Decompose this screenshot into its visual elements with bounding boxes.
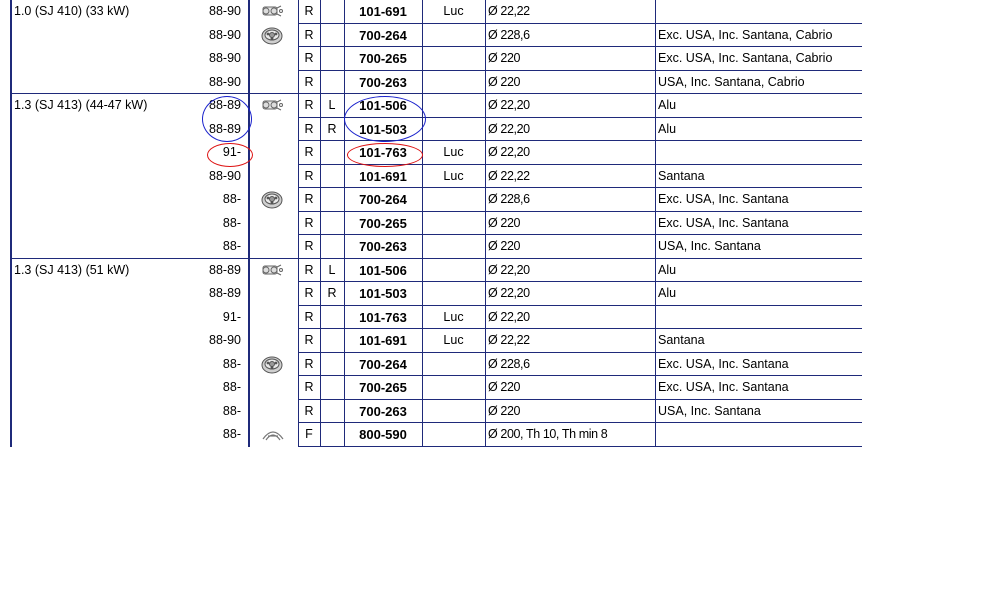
row-divider — [298, 234, 862, 235]
year-range: 88-90 — [209, 333, 241, 347]
manufacturer — [422, 400, 485, 423]
dimension: Ø 22,22 — [488, 333, 530, 347]
brake-cylinder-icon — [260, 2, 284, 25]
application-note: USA, Inc. Santana, Cabrio — [658, 74, 805, 89]
dimension: Ø 22,22 — [488, 168, 530, 183]
part-number[interactable]: 101-503 — [359, 121, 407, 137]
part-number[interactable]: 101-763 — [359, 309, 407, 325]
brake-drum-icon — [260, 26, 284, 51]
column-divider — [655, 0, 656, 447]
application-note: Exc. USA, Inc. Santana — [658, 380, 789, 394]
year-range: 88-90 — [209, 51, 241, 65]
application-note — [655, 423, 865, 446]
brake-drum-icon — [260, 355, 284, 380]
dimension: Ø 22,20 — [488, 145, 530, 159]
dimension: Ø 22,22 — [488, 4, 530, 18]
row-divider — [298, 211, 862, 212]
side-indicator — [320, 165, 344, 188]
dimension: Ø 22,20 — [488, 121, 530, 136]
application-note: Santana — [658, 168, 705, 183]
row-divider — [298, 46, 862, 47]
application-note: Alu — [658, 286, 677, 300]
axle-position: R — [304, 168, 314, 183]
brake-drum-icon — [260, 190, 284, 215]
model-label: 1.0 (SJ 410) (33 kW) — [14, 4, 130, 18]
axle-position: R — [304, 74, 314, 89]
part-number[interactable]: 101-506 — [359, 262, 407, 278]
row-divider — [298, 117, 862, 118]
row-divider — [298, 164, 862, 165]
axle-position: R — [304, 333, 314, 347]
axle-position: R — [304, 262, 314, 277]
part-number[interactable]: 101-503 — [359, 286, 407, 301]
axle-position: R — [304, 239, 314, 253]
dimension: Ø 220 — [488, 215, 521, 230]
side-indicator — [320, 188, 344, 211]
manufacturer — [422, 212, 485, 235]
row-divider — [11, 258, 862, 259]
year-range: 91- — [222, 145, 241, 159]
application-note: Santana — [658, 333, 705, 347]
year-range: 88-89 — [209, 286, 241, 300]
brake-shoe-icon — [260, 425, 286, 448]
row-divider — [298, 140, 862, 141]
row-divider — [298, 328, 862, 329]
column-divider — [10, 0, 12, 447]
manufacturer — [422, 376, 485, 399]
dimension: Ø 200, Th 10, Th min 8 — [488, 427, 608, 441]
part-number[interactable]: 700-265 — [359, 380, 407, 395]
application-note: Exc. USA, Inc. Santana — [658, 215, 789, 230]
row-divider — [298, 70, 862, 71]
side-indicator — [320, 376, 344, 399]
dimension: Ø 22,20 — [488, 286, 530, 300]
dimension: Ø 220 — [488, 74, 521, 89]
manufacturer: Luc — [443, 333, 464, 347]
manufacturer — [422, 282, 485, 305]
axle-position: R — [304, 403, 314, 418]
axle-position: R — [304, 4, 314, 18]
application-note: USA, Inc. Santana — [658, 403, 761, 418]
year-range: 88-90 — [209, 27, 241, 42]
manufacturer — [422, 71, 485, 94]
year-range: 88- — [222, 239, 241, 253]
year-range: 88-89 — [209, 98, 241, 112]
axle-position: R — [304, 356, 314, 371]
part-number[interactable]: 700-264 — [359, 27, 407, 43]
year-range: 91- — [222, 309, 241, 324]
manufacturer — [422, 353, 485, 376]
model-label: 1.3 (SJ 413) (51 kW) — [14, 262, 130, 277]
side-indicator: R — [327, 286, 337, 300]
column-divider — [298, 0, 299, 447]
application-note — [655, 141, 865, 164]
manufacturer — [422, 235, 485, 258]
axle-position: R — [304, 286, 314, 300]
axle-position: R — [304, 380, 314, 394]
year-range: 88- — [222, 380, 241, 394]
side-indicator: L — [328, 98, 336, 112]
application-note: Exc. USA, Inc. Santana, Cabrio — [658, 27, 833, 42]
year-range: 88- — [222, 356, 241, 371]
dimension: Ø 220 — [488, 403, 521, 418]
axle-position: R — [304, 192, 314, 206]
part-number[interactable]: 101-691 — [359, 4, 407, 19]
manufacturer: Luc — [443, 4, 464, 18]
application-note: Exc. USA, Inc. Santana — [658, 192, 789, 206]
part-number[interactable]: 101-763 — [359, 145, 407, 160]
year-range: 88- — [222, 427, 241, 441]
year-range: 88- — [222, 215, 241, 230]
part-number[interactable]: 700-264 — [359, 192, 407, 207]
application-note — [655, 0, 865, 23]
axle-position: R — [304, 51, 314, 65]
year-range: 88- — [222, 403, 241, 418]
part-number[interactable]: 700-263 — [359, 74, 407, 90]
manufacturer — [422, 423, 485, 446]
manufacturer — [422, 47, 485, 70]
side-indicator — [320, 400, 344, 423]
row-divider — [298, 305, 862, 306]
part-number[interactable]: 101-506 — [359, 98, 407, 113]
year-range: 88-90 — [209, 74, 241, 89]
column-divider — [320, 0, 321, 447]
application-note: Alu — [658, 262, 677, 277]
side-indicator — [320, 24, 344, 47]
row-divider — [11, 93, 862, 94]
manufacturer — [422, 24, 485, 47]
row-divider — [298, 399, 862, 400]
axle-position: R — [304, 121, 314, 136]
year-range: 88-89 — [209, 121, 241, 136]
side-indicator — [320, 306, 344, 329]
row-divider — [298, 375, 862, 376]
part-number[interactable]: 700-264 — [359, 356, 407, 372]
side-indicator — [320, 47, 344, 70]
manufacturer: Luc — [443, 145, 464, 159]
dimension: Ø 228,6 — [488, 192, 530, 206]
part-number[interactable]: 800-590 — [359, 427, 407, 442]
column-divider — [422, 0, 423, 447]
axle-position: R — [304, 27, 314, 42]
year-range: 88-89 — [209, 262, 241, 277]
axle-position: F — [305, 427, 313, 441]
dimension: Ø 228,6 — [488, 27, 530, 42]
row-divider — [298, 187, 862, 188]
side-indicator: R — [327, 121, 337, 136]
axle-position: R — [304, 309, 314, 324]
axle-position: R — [304, 98, 314, 112]
brake-cylinder-icon — [260, 261, 284, 284]
side-indicator — [320, 353, 344, 376]
application-note: Exc. USA, Inc. Santana — [658, 356, 789, 371]
axle-position: R — [304, 215, 314, 230]
dimension: Ø 220 — [488, 51, 521, 65]
side-indicator — [320, 212, 344, 235]
part-number[interactable]: 101-691 — [359, 168, 407, 184]
side-indicator: L — [328, 262, 336, 277]
axle-position: R — [304, 145, 314, 159]
application-note — [655, 306, 865, 329]
dimension: Ø 22,20 — [488, 309, 530, 324]
year-range: 88-90 — [209, 4, 241, 18]
part-number[interactable]: 700-265 — [359, 51, 407, 66]
row-divider — [298, 446, 862, 447]
part-number[interactable]: 700-263 — [359, 403, 407, 419]
application-note: Alu — [658, 98, 677, 112]
application-note: Exc. USA, Inc. Santana, Cabrio — [658, 51, 833, 65]
dimension: Ø 228,6 — [488, 356, 530, 371]
row-divider — [298, 422, 862, 423]
manufacturer — [422, 94, 485, 117]
column-divider — [344, 0, 345, 447]
manufacturer — [422, 118, 485, 141]
application-note: Alu — [658, 121, 677, 136]
part-number[interactable]: 101-691 — [359, 333, 407, 348]
side-indicator — [320, 0, 344, 23]
year-range: 88-90 — [209, 168, 241, 183]
side-indicator — [320, 235, 344, 258]
manufacturer: Luc — [443, 168, 464, 183]
manufacturer: Luc — [443, 309, 464, 324]
dimension: Ø 22,20 — [488, 98, 530, 112]
row-divider — [298, 352, 862, 353]
brake-cylinder-icon — [260, 96, 284, 119]
side-indicator — [320, 141, 344, 164]
manufacturer — [422, 188, 485, 211]
side-indicator — [320, 329, 344, 352]
application-note: USA, Inc. Santana — [658, 239, 761, 253]
row-divider — [298, 281, 862, 282]
manufacturer — [422, 259, 485, 282]
side-indicator — [320, 423, 344, 446]
year-range: 88- — [222, 192, 241, 206]
model-label: 1.3 (SJ 413) (44-47 kW) — [14, 98, 148, 112]
dimension: Ø 220 — [488, 380, 521, 394]
part-number[interactable]: 700-265 — [359, 215, 407, 231]
side-indicator — [320, 71, 344, 94]
column-divider — [485, 0, 486, 447]
part-number[interactable]: 700-263 — [359, 239, 407, 254]
dimension: Ø 220 — [488, 239, 521, 253]
row-divider — [298, 23, 862, 24]
dimension: Ø 22,20 — [488, 262, 530, 277]
column-divider — [248, 0, 250, 447]
